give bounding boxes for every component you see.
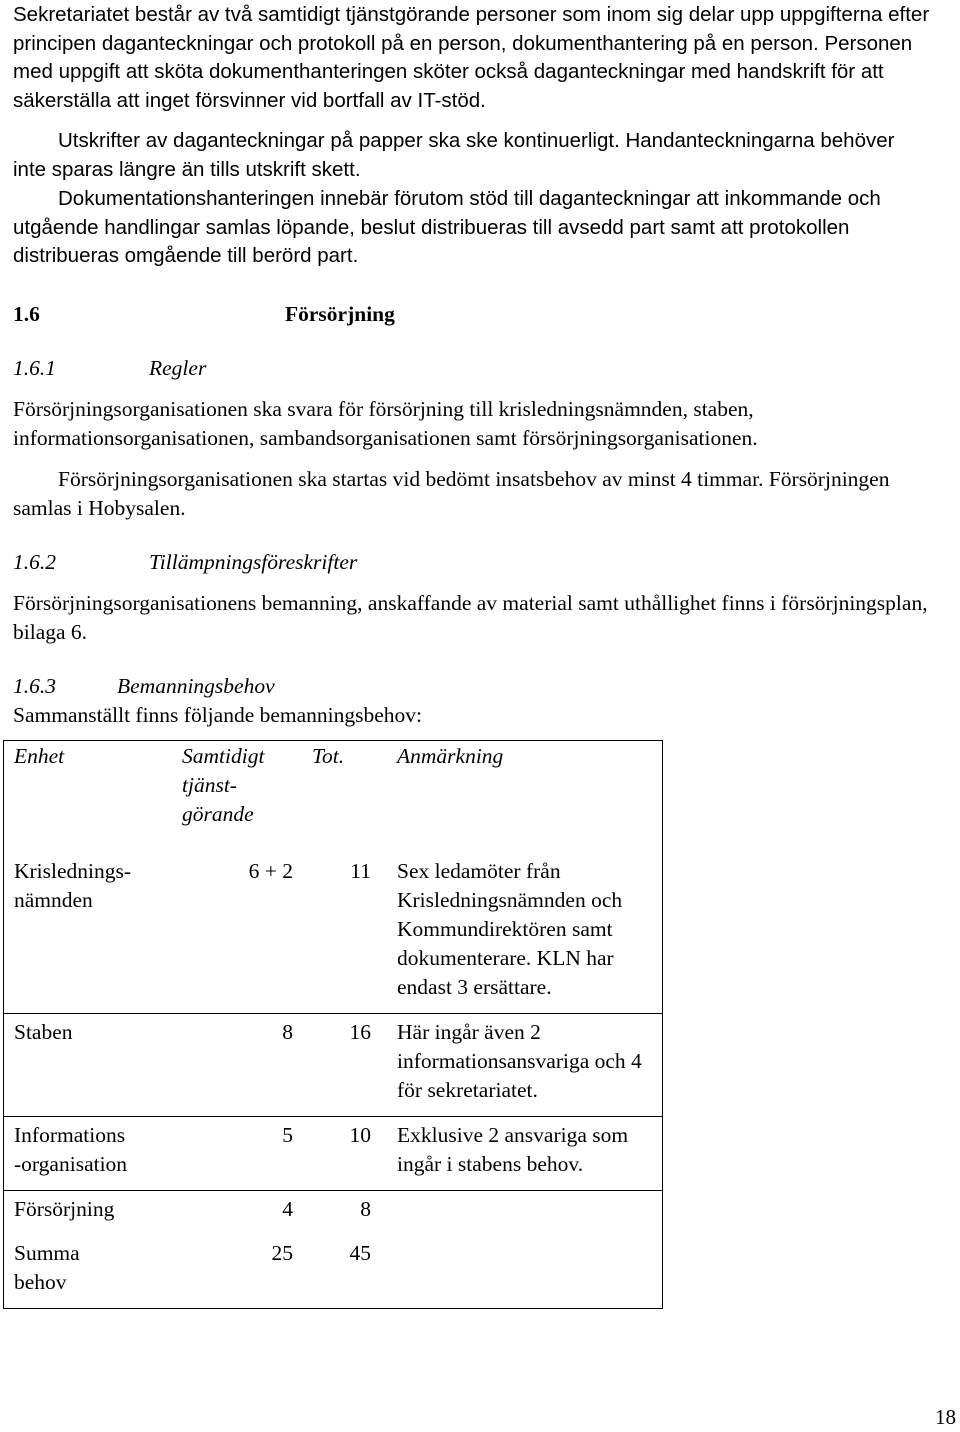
cell-tot: 10: [301, 1117, 387, 1191]
intro-paragraph-2: Utskrifter av daganteckningar på papper ska ske kontinuerligt. Handanteckningarna behöver inte sparas längre än tills utskrift skett.: [13, 129, 895, 181]
subsection-number: 1.6.2: [13, 550, 56, 574]
cell-tot: 45: [349, 1241, 371, 1265]
header-tot: Tot.: [312, 744, 345, 768]
intro-paragraph-1: Sekretariatet består av två samtidigt tjänstgörande personer som inom sig delar upp uppgifterna efter principen daganteckningar och protokoll på en person, dokumenthantering på en person. Personen med uppgift att sköta dokumenthanteringen sköter också daganteckningar med handskrift för att säkerställa att inget försvinner vid bortfall av IT-stöd.: [13, 3, 930, 112]
regler-paragraph-1: Försörjningsorganisationen ska svara för försörjning till krisledningsnämnden, staben, informationsorganisationen, sambandsorganisationen samt försörjningsorganisationen.: [13, 397, 758, 450]
cell-anmarkning: [387, 1235, 663, 1309]
subsection-number: 1.6.3: [13, 674, 56, 698]
intro-paragraph-3: Dokumentationshanteringen innebär förutom stöd till daganteckningar att inkommande och utgående handlingar samlas löpande, beslut distribueras till avsedd part samt att protokollen distribueras omgående till berörd part.: [13, 187, 881, 267]
cell-enhet: Försörjning: [4, 1191, 169, 1236]
subsection-number: 1.6.1: [13, 356, 56, 380]
section-number: 1.6: [13, 302, 40, 326]
cell-anmarkning: Sex ledamöter från Krisledningsnämnden och Kommundirektören samt dokumenterare. KLN har endast 3 ersättare.: [397, 859, 623, 999]
table-row: [4, 1014, 663, 1117]
staffing-table: [3, 740, 663, 1309]
cell-tot: 11: [350, 859, 371, 883]
subsection-title: Tillämpningsföreskrifter: [149, 550, 358, 574]
subsection-title: Regler: [149, 356, 207, 380]
table-row: [4, 1191, 663, 1236]
cell-samtidigt: 8: [168, 1014, 301, 1117]
section-title: Försörjning: [285, 302, 395, 326]
cell-anmarkning: [387, 1191, 663, 1236]
header-samtidigt: Samtidigt tjänst- görande: [182, 744, 265, 826]
cell-enhet: Informations -organisation: [4, 1117, 169, 1191]
subsection-title: Bemanningsbehov: [117, 674, 275, 698]
cell-samtidigt: 6 + 2: [248, 859, 293, 883]
tillampning-paragraph: Försörjningsorganisationens bemanning, anskaffande av material samt uthållighet finns i försörjningsplan, bilaga 6.: [13, 591, 928, 644]
header-enhet: Enhet: [14, 744, 65, 768]
regler-paragraph-2: Försörjningsorganisationen ska startas vid bedömt insatsbehov av minst 4 timmar. Försörjningen samlas i Hobysalen.: [13, 467, 890, 520]
cell-enhet: Staben: [4, 1014, 169, 1117]
cell-samtidigt: 5: [168, 1117, 301, 1191]
bemanning-intro: Sammanställt finns följande bemanningsbehov:: [13, 703, 423, 727]
cell-tot: 8: [301, 1191, 387, 1236]
cell-enhet: Summa behov: [14, 1241, 80, 1294]
table-row: [4, 853, 663, 1014]
cell-anmarkning: Här ingår även 2 informationsansvariga och 4 för sekretariatet.: [387, 1014, 663, 1117]
cell-samtidigt: 4: [168, 1191, 301, 1236]
cell-samtidigt: 25: [271, 1241, 293, 1265]
page-number: 18: [935, 1405, 956, 1429]
table-header-row: [4, 741, 663, 854]
table-row: [4, 1235, 663, 1309]
cell-tot: 16: [301, 1014, 387, 1117]
table-row: [4, 1117, 663, 1191]
cell-anmarkning: Exklusive 2 ansvariga som ingår i stabens behov.: [387, 1117, 663, 1191]
cell-enhet: Krislednings- nämnden: [14, 859, 132, 912]
header-anmarkning: Anmärkning: [397, 744, 504, 768]
